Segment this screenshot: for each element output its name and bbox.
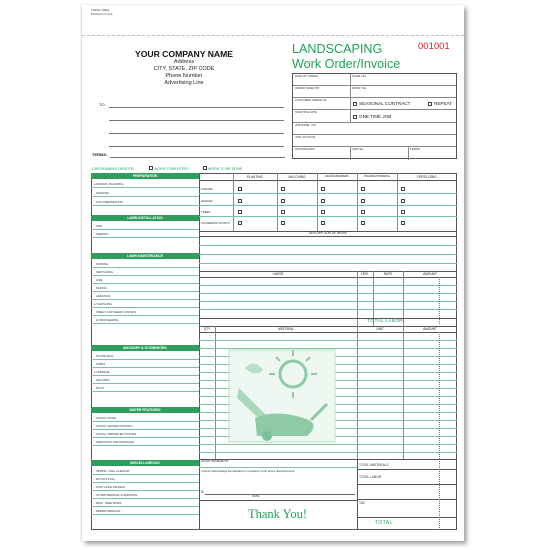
date-of-order-label: DATE OF ORDER bbox=[295, 74, 318, 78]
trees-planting-checkbox[interactable] bbox=[238, 210, 242, 214]
hedges-edging-checkbox[interactable] bbox=[321, 199, 325, 203]
grand-total-label: TOTAL bbox=[375, 520, 393, 526]
materials-col-material: MATERIAL bbox=[278, 327, 294, 331]
invoice-number: 001001 bbox=[418, 41, 450, 52]
seasonal-contract-checkbox[interactable] bbox=[353, 102, 357, 106]
labor-col-labor: LABOR bbox=[272, 272, 284, 276]
invoice-date-label: INVOICE DATE bbox=[295, 147, 315, 151]
signature-x: X bbox=[201, 489, 204, 494]
flowering-mulching-checkbox[interactable] bbox=[281, 221, 285, 225]
shrubs-fertilizing-checkbox[interactable] bbox=[401, 187, 405, 191]
section-header-water-features: WATER FEATURES bbox=[91, 407, 199, 413]
shrubs-mulching-checkbox[interactable] bbox=[281, 187, 285, 191]
item-post-hole: POST HOLE DIGGING bbox=[96, 485, 125, 489]
totals-box bbox=[357, 459, 457, 530]
item-walkway: WALKWAY bbox=[96, 378, 110, 382]
item-steps: STEPS bbox=[96, 362, 106, 366]
section-header-lawn-maintenance: LAWN MAINTENANCE bbox=[91, 253, 199, 259]
item-lime: LIME bbox=[96, 278, 103, 282]
work-to-be-done-label: WORK TO BE DONE bbox=[208, 167, 243, 171]
one-time-job-checkbox[interactable] bbox=[353, 115, 357, 119]
item-irrigation: IRRIGATION AND DRAINAGE bbox=[96, 440, 135, 444]
hedges-mulching-checkbox[interactable] bbox=[281, 199, 285, 203]
hedges-pruning-checkbox[interactable] bbox=[361, 199, 365, 203]
section-header-preparation: PREPARATION bbox=[91, 173, 199, 179]
item-seeding: SEEDING bbox=[96, 232, 109, 236]
materials-col-unit: UNIT bbox=[376, 327, 384, 331]
flowering-edging-checkbox[interactable] bbox=[321, 221, 325, 225]
section-header-masonry: MASONRY & STONEWORK bbox=[91, 345, 199, 351]
item-design-planning: ▸ DESIGN / PLANNING bbox=[94, 182, 124, 186]
home-tel-label: HOME TEL bbox=[352, 74, 367, 78]
work-completed-checkbox bbox=[149, 166, 153, 170]
shrubs-edging-checkbox[interactable] bbox=[321, 187, 325, 191]
one-time-job-label: ONE TIME JOB bbox=[359, 114, 392, 119]
item-install-fountain: INSTALL WATER FOUNTAIN bbox=[96, 424, 133, 428]
labor-table bbox=[199, 271, 457, 326]
checkmarks-denote: CHECKMARKS DENOTE: bbox=[92, 167, 135, 171]
job-name-label: JOB NAME / NO bbox=[295, 123, 316, 127]
shrubs-pruning-checkbox[interactable] bbox=[361, 187, 365, 191]
printed-in: Printed in U.S.A. bbox=[91, 12, 114, 16]
materials-col-amount: AMOUNT bbox=[423, 327, 437, 331]
trees-mulching-checkbox[interactable] bbox=[281, 210, 285, 214]
terms-label: TERMS: bbox=[92, 152, 108, 157]
materials-table bbox=[199, 326, 457, 459]
description-header: DESCRIPTION OF WORK bbox=[309, 231, 347, 235]
work-to-be-done-checkbox bbox=[203, 166, 207, 170]
item-patio: PATIO bbox=[96, 386, 104, 390]
thank-you-text: Thank You! bbox=[248, 507, 308, 521]
signature-date-label: DATE bbox=[252, 494, 260, 498]
item-stump-removal: STUMP REMOVAL & GRINDING bbox=[96, 493, 138, 497]
starting-date-label: STARTING DATE bbox=[295, 110, 317, 114]
total-materials-label: TOTAL MATERIALS bbox=[359, 463, 389, 467]
form-title-line2: Work Order/Invoice bbox=[292, 57, 401, 71]
hedges-planting-checkbox[interactable] bbox=[238, 199, 242, 203]
section-header-lawn-installation: LAWN INSTALLATION bbox=[91, 215, 199, 221]
total-labor-summary-label: TOTAL LABOR bbox=[359, 475, 382, 479]
item-soil-preparation: SOIL PREPARATION bbox=[96, 200, 123, 204]
col-edging: EDGING/BORDERS bbox=[325, 175, 349, 178]
item-mowing: MOWING bbox=[96, 262, 109, 266]
work-order-form bbox=[82, 5, 464, 541]
order-taken-by-label: ORDER TAKEN BY bbox=[295, 86, 320, 90]
col-fertilizing: FERTILIZING bbox=[417, 175, 437, 179]
trees-edging-checkbox[interactable] bbox=[321, 210, 325, 214]
item-install-pond: INSTALL POND bbox=[96, 416, 116, 420]
form-code: LS60C-1NEG bbox=[91, 8, 110, 12]
labor-col-amount: AMOUNT bbox=[423, 272, 437, 276]
work-ordered-by-label: WORK ORDERED BY bbox=[201, 459, 229, 463]
item-hydroseeding: HYDROSEEDING bbox=[96, 318, 119, 322]
acknowledgement-text: I hereby acknowledge the satisfactory completion of the above described work. bbox=[201, 470, 295, 473]
terms-field-label: TERMS bbox=[410, 147, 420, 151]
hedges-fertilizing-checkbox[interactable] bbox=[401, 199, 405, 203]
item-rototilling: ROTOTILLING bbox=[96, 477, 115, 481]
flowering-planting-checkbox[interactable] bbox=[238, 221, 242, 225]
flowering-pruning-checkbox[interactable] bbox=[361, 221, 365, 225]
tax-label: TAX bbox=[359, 501, 366, 505]
company-advertising: Advertising Line bbox=[164, 80, 204, 86]
customer-order-no-label: CUSTOMER ORDER NO bbox=[295, 98, 327, 102]
col-planting: PLANTING bbox=[247, 175, 263, 179]
landscaping-watermark-icon bbox=[227, 348, 337, 444]
item-cleanup: SPRING / FALL CLEANUP bbox=[96, 469, 130, 473]
repeat-checkbox[interactable] bbox=[428, 102, 432, 106]
services-grid bbox=[199, 173, 457, 231]
order-info-box bbox=[292, 73, 457, 159]
to-label: TO: bbox=[99, 102, 106, 107]
work-tel-label: WORK TEL bbox=[352, 86, 367, 90]
row-trees: TREES bbox=[201, 210, 211, 214]
form-title-line1: LANDSCAPING bbox=[292, 42, 383, 56]
row-flowering-plants: FLOWERING PLANTS bbox=[201, 221, 230, 225]
item-grading: GRADING bbox=[96, 191, 110, 195]
flowering-fertilizing-checkbox[interactable] bbox=[401, 221, 405, 225]
company-phone: Phone Number bbox=[165, 73, 203, 79]
item-install-sprinkler: INSTALL SPRINKLER SYSTEM bbox=[96, 432, 136, 436]
item-raking: RAKING bbox=[96, 286, 107, 290]
section-header-miscellaneous: MISCELLANEOUS bbox=[91, 460, 199, 466]
labor-col-rate: RATE bbox=[383, 272, 393, 276]
job-tel-label: JOB TEL bbox=[352, 147, 364, 151]
perforation-line bbox=[82, 35, 464, 36]
item-terrace: ▸ TERRACE bbox=[94, 370, 110, 374]
trees-fertilizing-checkbox[interactable] bbox=[401, 210, 405, 214]
company-address: Address bbox=[173, 59, 195, 65]
item-fertilizing: FERTILIZING bbox=[96, 270, 114, 274]
item-debris: DEBRIS REMOVAL bbox=[96, 509, 121, 513]
materials-col-qty: QTY bbox=[203, 327, 211, 331]
row-shrubs: SHRUBS bbox=[201, 187, 213, 191]
total-labor-label: TOTAL LABOR bbox=[367, 319, 403, 324]
item-misc-tree: MISC. TREE WORK bbox=[96, 501, 122, 505]
item-insect-weed: INSECT AND WEED CONTROL bbox=[96, 310, 137, 314]
row-hedges: HEDGES bbox=[201, 199, 213, 203]
col-pruning: PRUNING/TRIMMING bbox=[364, 175, 390, 178]
company-city: CITY, STATE, ZIP CODE bbox=[153, 66, 215, 72]
repeat-label: REPEAT bbox=[434, 101, 453, 106]
labor-col-hrs: HRS. bbox=[361, 272, 369, 276]
job-location-label: JOB LOCATION bbox=[295, 135, 316, 139]
trees-pruning-checkbox[interactable] bbox=[361, 210, 365, 214]
item-thatching: ▸ THATCHING bbox=[94, 302, 113, 306]
item-stone-wall: STONE WALL bbox=[96, 354, 114, 358]
col-mulching: MULCHING bbox=[288, 175, 306, 179]
item-sod: SOD bbox=[96, 224, 103, 228]
item-aeration: AERATION bbox=[96, 294, 111, 298]
seasonal-contract-label: SEASONAL CONTRACT bbox=[359, 101, 411, 106]
shrubs-planting-checkbox[interactable] bbox=[238, 187, 242, 191]
company-name: YOUR COMPANY NAME bbox=[134, 49, 234, 59]
work-completed-label: WORK COMPLETED bbox=[154, 167, 189, 171]
